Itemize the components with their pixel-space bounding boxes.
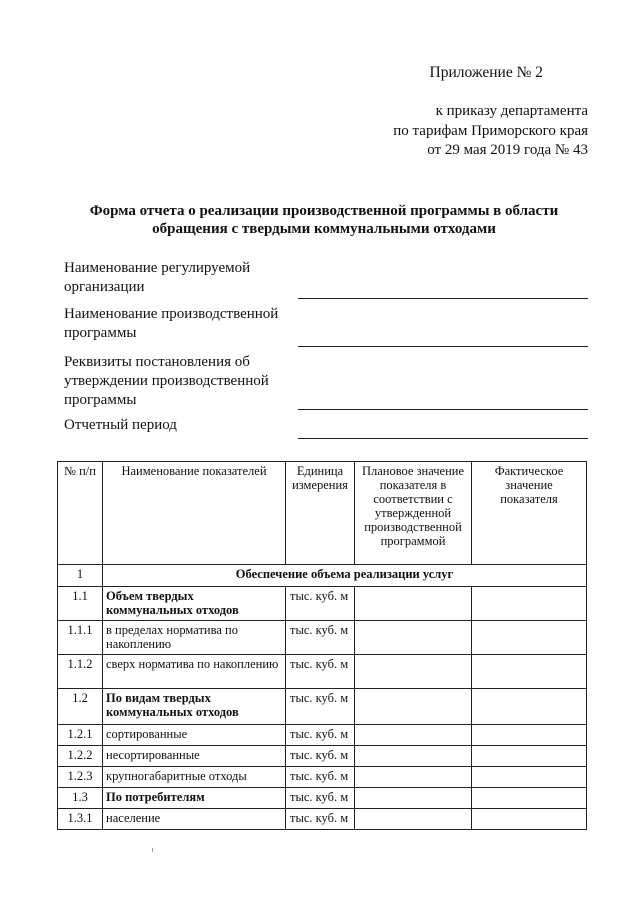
row-indicator: крупногабаритные отходы — [103, 767, 286, 788]
field-label-period: Отчетный период — [64, 417, 177, 433]
col-header-number: № п/п — [58, 462, 103, 565]
report-table — [57, 461, 587, 830]
scan-mark — [152, 848, 153, 852]
row-number: 1.2 — [58, 689, 103, 725]
form-title-line: Форма отчета о реализации производственной программы в области — [89, 203, 559, 219]
section-row — [58, 565, 587, 587]
row-unit: тыс. куб. м — [286, 725, 355, 746]
planned-value-cell[interactable] — [355, 809, 472, 830]
row-unit: тыс. куб. м — [286, 655, 355, 689]
row-number: 1.2.2 — [58, 746, 103, 767]
planned-value-cell[interactable] — [355, 746, 472, 767]
field-line-program[interactable] — [298, 346, 588, 347]
actual-value-cell[interactable] — [472, 746, 587, 767]
row-number: 1.1.2 — [58, 655, 103, 689]
row-unit: тыс. куб. м — [286, 788, 355, 809]
actual-value-cell[interactable] — [472, 621, 587, 655]
planned-value-cell[interactable] — [355, 655, 472, 689]
actual-value-cell[interactable] — [472, 655, 587, 689]
table-row — [58, 725, 587, 746]
field-line-period[interactable] — [298, 438, 588, 439]
col-header-planned: Плановое значение показателя в соответствии с утвержденной производственной программой — [355, 462, 472, 565]
row-unit: тыс. куб. м — [286, 746, 355, 767]
form-title-line: обращения с твердыми коммунальными отходами — [152, 220, 496, 237]
row-number: 1.2.3 — [58, 767, 103, 788]
planned-value-cell[interactable] — [355, 689, 472, 725]
table-row — [58, 809, 587, 830]
section-number: 1 — [58, 565, 103, 587]
planned-value-cell[interactable] — [355, 788, 472, 809]
col-header-indicator: Наименование показателей — [103, 462, 286, 565]
row-unit: тыс. куб. м — [286, 587, 355, 621]
row-number: 1.3.1 — [58, 809, 103, 830]
form-title — [60, 203, 588, 238]
table-row — [58, 689, 587, 725]
row-indicator: сверх норматива по накоплению — [103, 655, 286, 689]
table-row — [58, 788, 587, 809]
row-indicator: несортированные — [103, 746, 286, 767]
row-indicator: в пределах норматива по накоплению — [103, 621, 286, 655]
row-indicator: По видам твердых коммунальных отходов — [103, 689, 286, 725]
row-number: 1.3 — [58, 788, 103, 809]
planned-value-cell[interactable] — [355, 725, 472, 746]
row-indicator: население — [103, 809, 286, 830]
row-number: 1.1 — [58, 587, 103, 621]
field-label-resolution: Реквизиты постановления об утверждении производственной программы — [64, 354, 269, 408]
table-row — [58, 587, 587, 621]
planned-value-cell[interactable] — [355, 767, 472, 788]
row-unit: тыс. куб. м — [286, 689, 355, 725]
order-line: от 29 мая 2019 года № 43 — [427, 142, 588, 158]
col-header-unit: Единица измерения — [286, 462, 355, 565]
row-unit: тыс. куб. м — [286, 621, 355, 655]
table-row — [58, 746, 587, 767]
row-unit: тыс. куб. м — [286, 809, 355, 830]
order-line: по тарифам Приморского края — [393, 122, 588, 139]
row-indicator: Объем твердых коммунальных отходов — [103, 587, 286, 621]
row-indicator: По потребителям — [103, 788, 286, 809]
table-header-row — [58, 462, 587, 565]
row-number: 1.2.1 — [58, 725, 103, 746]
row-unit: тыс. куб. м — [286, 767, 355, 788]
planned-value-cell[interactable] — [355, 621, 472, 655]
section-title: Обеспечение объема реализации услуг — [103, 565, 587, 587]
planned-value-cell[interactable] — [355, 587, 472, 621]
actual-value-cell[interactable] — [472, 788, 587, 809]
order-line: к приказу департамента — [435, 103, 588, 119]
appendix-number: Приложение № 2 — [429, 64, 543, 81]
actual-value-cell[interactable] — [472, 587, 587, 621]
table-row — [58, 767, 587, 788]
row-number: 1.1.1 — [58, 621, 103, 655]
order-reference — [0, 102, 588, 161]
actual-value-cell[interactable] — [472, 725, 587, 746]
field-label-organization: Наименование регулируемой организации — [64, 260, 251, 295]
col-header-actual: Фактическое значение показателя — [472, 462, 587, 565]
actual-value-cell[interactable] — [472, 689, 587, 725]
field-line-resolution[interactable] — [298, 409, 588, 410]
field-label-program: Наименование производственной программы — [64, 306, 279, 341]
table-row — [58, 655, 587, 689]
actual-value-cell[interactable] — [472, 767, 587, 788]
actual-value-cell[interactable] — [472, 809, 587, 830]
row-indicator: сортированные — [103, 725, 286, 746]
table-row — [58, 621, 587, 655]
field-line-organization[interactable] — [298, 298, 588, 299]
